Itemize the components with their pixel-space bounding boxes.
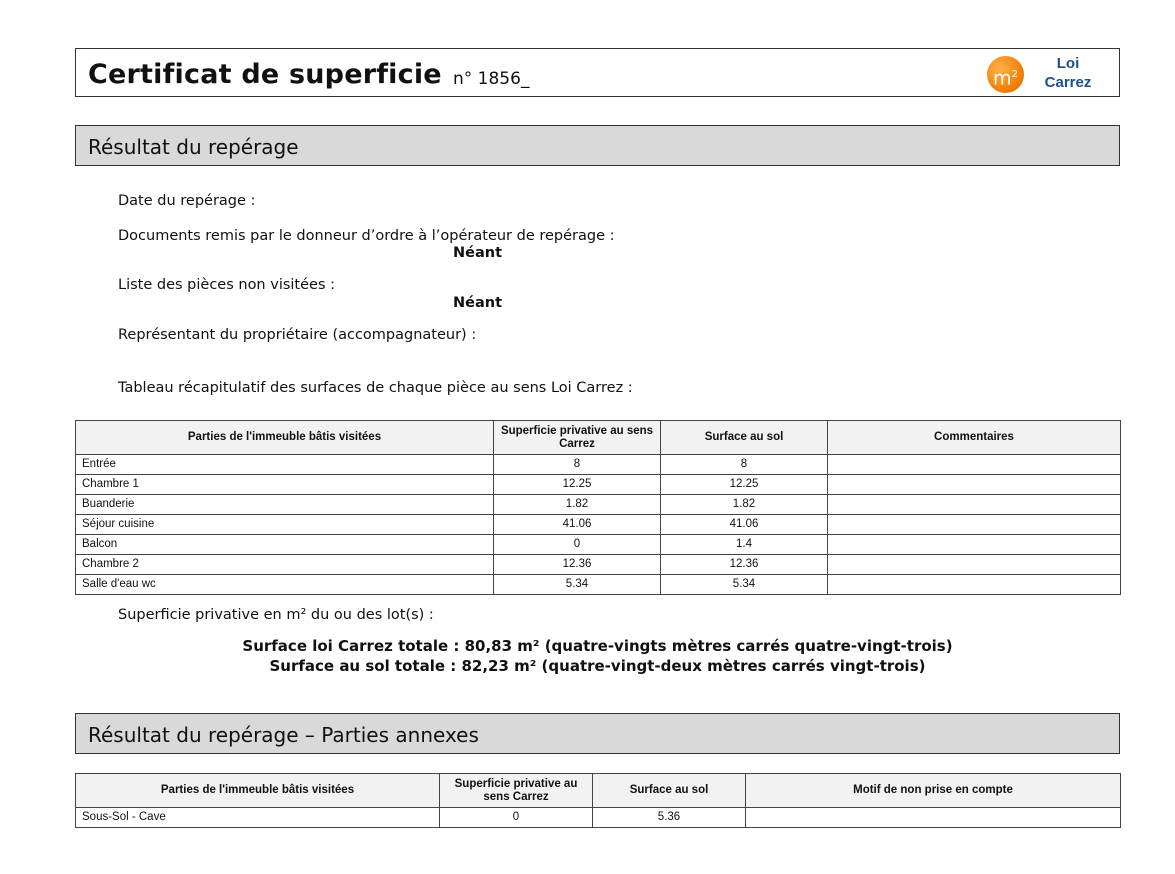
section-result-title: Résultat du repérage bbox=[88, 135, 299, 159]
table-row bbox=[76, 475, 1121, 495]
cell-comment bbox=[828, 475, 1121, 495]
cell-sol: 1.4 bbox=[661, 535, 828, 555]
cell-carrez: 8 bbox=[494, 455, 661, 475]
cell-sol: 12.25 bbox=[661, 475, 828, 495]
cell-comment bbox=[828, 455, 1121, 475]
cell-comment bbox=[828, 495, 1121, 515]
section-annex-title: Résultat du repérage – Parties annexes bbox=[88, 723, 479, 747]
loi-carrez-logo bbox=[987, 52, 1099, 94]
cell-comment bbox=[828, 535, 1121, 555]
cell-room: Sous-Sol - Cave bbox=[76, 808, 440, 828]
table-header-row bbox=[76, 421, 1121, 455]
table-row bbox=[76, 555, 1121, 575]
table-row bbox=[76, 808, 1121, 828]
summary-table-label: Tableau récapitulatif des surfaces de chaque pièce au sens Loi Carrez : bbox=[118, 380, 633, 396]
cell-sol: 41.06 bbox=[661, 515, 828, 535]
cell-reason bbox=[746, 808, 1121, 828]
table-header-row bbox=[76, 774, 1121, 808]
logo-line2: Carrez bbox=[1044, 74, 1092, 91]
cell-sol: 1.82 bbox=[661, 495, 828, 515]
certificate-header bbox=[75, 48, 1120, 97]
cell-carrez: 0 bbox=[440, 808, 593, 828]
cell-sol: 8 bbox=[661, 455, 828, 475]
cell-comment bbox=[828, 555, 1121, 575]
table-row bbox=[76, 495, 1121, 515]
surfaces-table bbox=[75, 420, 1121, 595]
table-row bbox=[76, 575, 1121, 595]
cell-carrez: 12.36 bbox=[494, 555, 661, 575]
col-header-sol: Surface au sol bbox=[593, 774, 746, 808]
cell-sol: 12.36 bbox=[661, 555, 828, 575]
logo-text bbox=[1037, 54, 1099, 92]
rooms-not-visited-value: Néant bbox=[453, 295, 503, 311]
section-annex-header bbox=[75, 713, 1120, 754]
logo-badge-sup: 2 bbox=[1011, 69, 1018, 80]
cell-room: Chambre 1 bbox=[76, 475, 494, 495]
col-header-parts: Parties de l'immeuble bâtis visitées bbox=[76, 421, 494, 455]
cell-carrez: 5.34 bbox=[494, 575, 661, 595]
cell-room: Entrée bbox=[76, 455, 494, 475]
documents-value: Néant bbox=[453, 245, 503, 261]
col-header-parts: Parties de l'immeuble bâtis visitées bbox=[76, 774, 440, 808]
logo-line1: Loi bbox=[1056, 55, 1080, 72]
total-sol: Surface au sol totale : 82,23 m² (quatre-vingt-deux mètres carrés vingt-trois) bbox=[269, 657, 926, 675]
cell-carrez: 0 bbox=[494, 535, 661, 555]
cell-room: Balcon bbox=[76, 535, 494, 555]
cell-carrez: 1.82 bbox=[494, 495, 661, 515]
rooms-not-visited-label: Liste des pièces non visitées : bbox=[118, 277, 336, 293]
table-row bbox=[76, 515, 1121, 535]
col-header-reason: Motif de non prise en compte bbox=[746, 774, 1121, 808]
cell-carrez: 12.25 bbox=[494, 475, 661, 495]
date-label: Date du repérage : bbox=[118, 193, 256, 209]
col-header-carrez: Superficie privative au sens Carrez bbox=[494, 421, 661, 455]
table-row bbox=[76, 535, 1121, 555]
section-result-header bbox=[75, 125, 1120, 166]
page-title: Certificat de superficie bbox=[88, 59, 442, 90]
totals-label: Superficie privative en m² du ou des lot(s) : bbox=[118, 607, 434, 623]
certificate-number: n° 1856_ bbox=[453, 69, 530, 89]
cell-room: Buanderie bbox=[76, 495, 494, 515]
cell-sol: 5.34 bbox=[661, 575, 828, 595]
representative-label: Représentant du propriétaire (accompagnateur) : bbox=[118, 327, 477, 343]
col-header-sol: Surface au sol bbox=[661, 421, 828, 455]
cell-room: Séjour cuisine bbox=[76, 515, 494, 535]
m2-badge-icon bbox=[987, 56, 1024, 93]
cell-room: Chambre 2 bbox=[76, 555, 494, 575]
cell-carrez: 41.06 bbox=[494, 515, 661, 535]
cell-room: Salle d'eau wc bbox=[76, 575, 494, 595]
total-carrez: Surface loi Carrez totale : 80,83 m² (quatre-vingts mètres carrés quatre-vingt-trois) bbox=[242, 637, 953, 655]
col-header-carrez: Superficie privative au sens Carrez bbox=[440, 774, 593, 808]
cell-comment bbox=[828, 575, 1121, 595]
cell-comment bbox=[828, 515, 1121, 535]
cell-sol: 5.36 bbox=[593, 808, 746, 828]
table-row bbox=[76, 455, 1121, 475]
annex-table bbox=[75, 773, 1121, 828]
documents-label: Documents remis par le donneur d’ordre à l’opérateur de repérage : bbox=[118, 228, 615, 244]
col-header-comments: Commentaires bbox=[828, 421, 1121, 455]
logo-badge-letter: m bbox=[993, 67, 1012, 90]
